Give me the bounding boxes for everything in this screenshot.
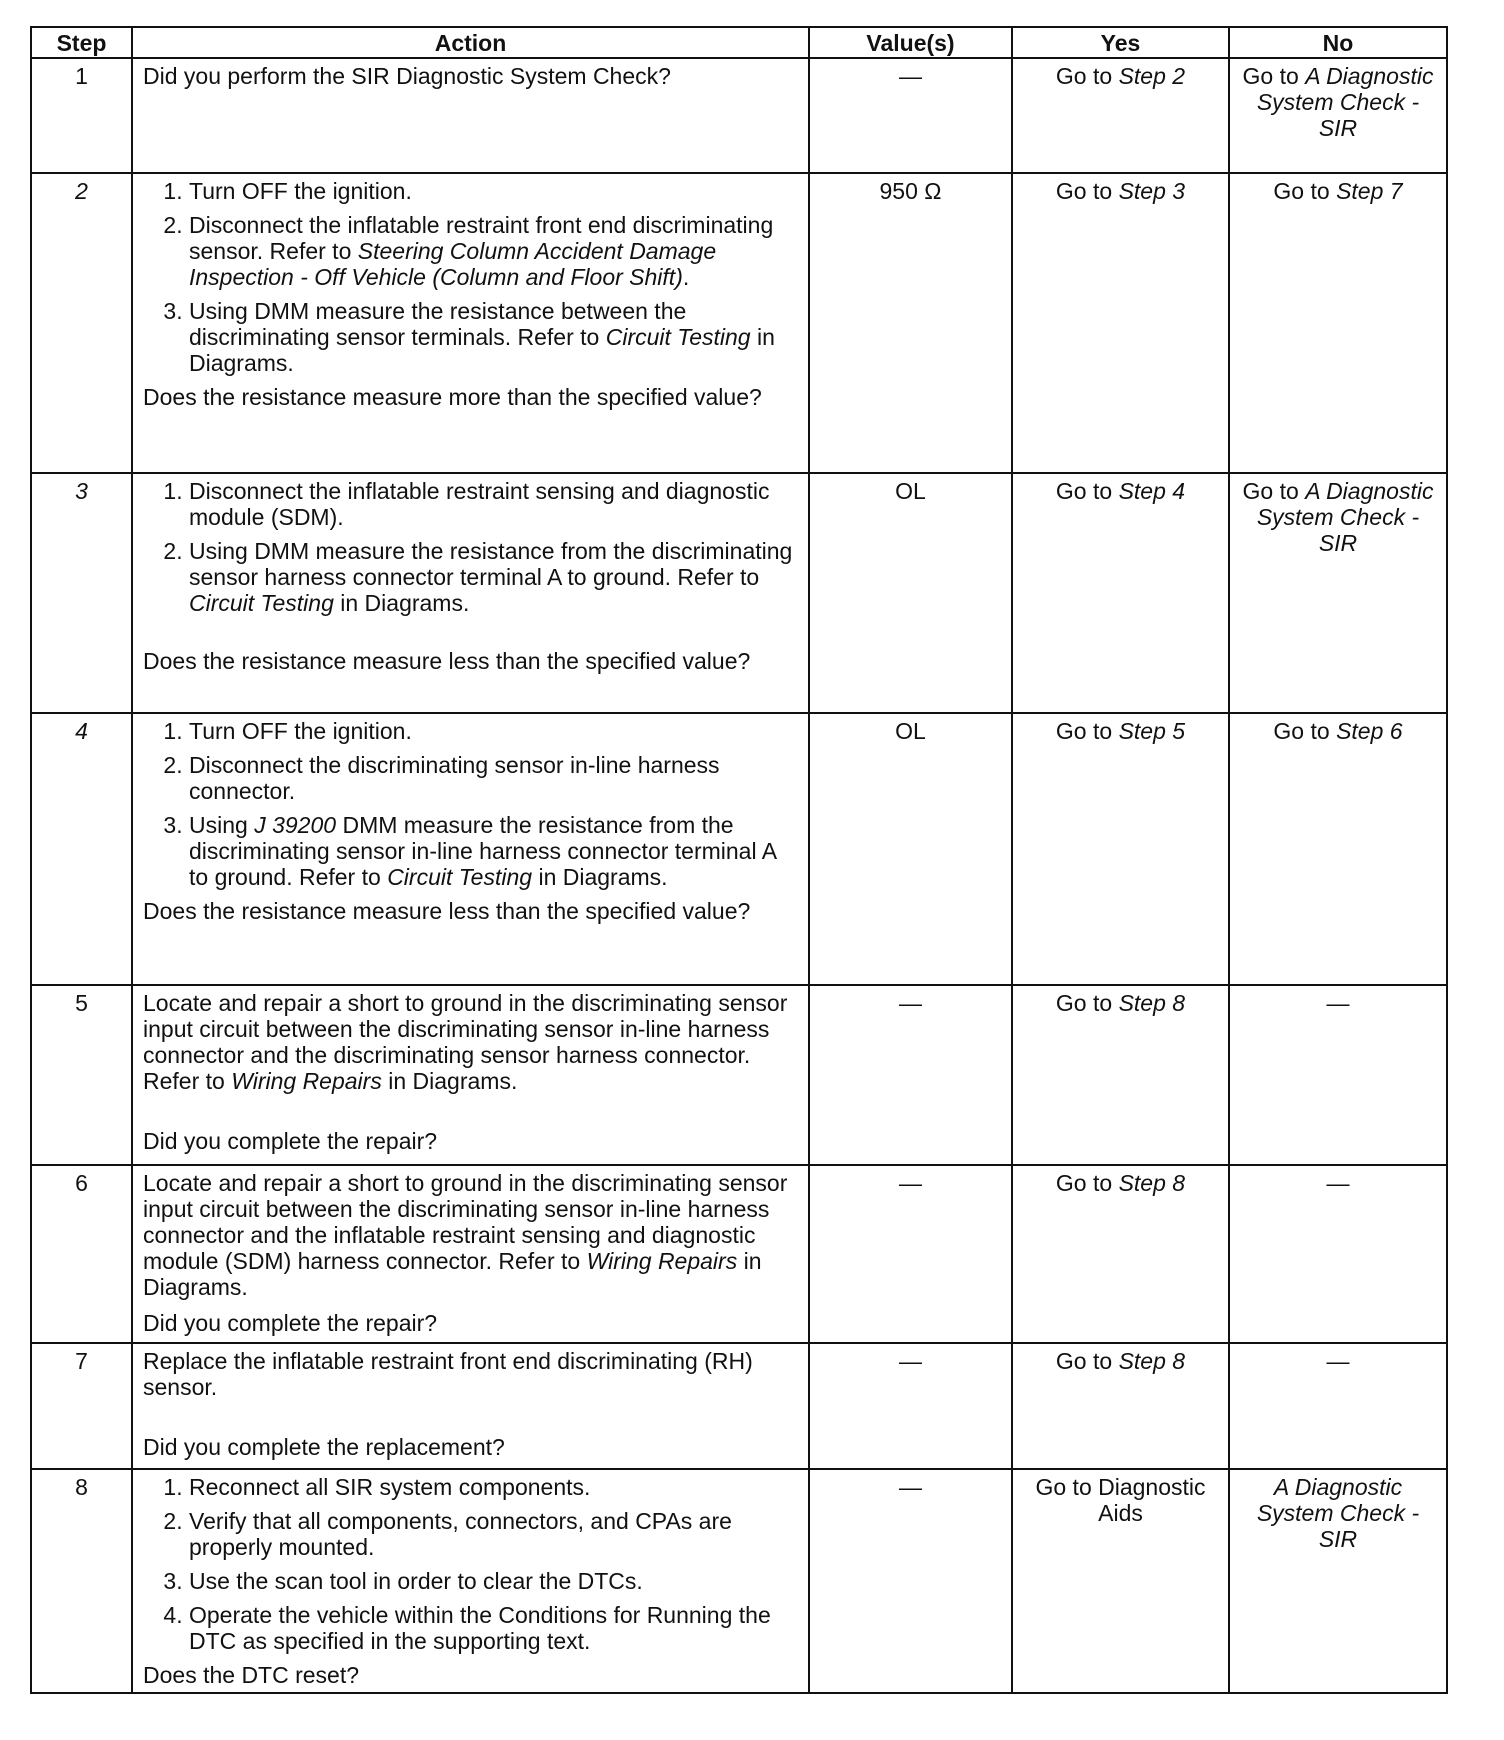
no-cell bbox=[1229, 58, 1447, 173]
action-cell bbox=[132, 1343, 809, 1469]
header-row bbox=[31, 27, 1447, 58]
action-cell bbox=[132, 173, 809, 473]
yes-cell: Go to Step 3 bbox=[1012, 173, 1229, 473]
step-number: 7 bbox=[31, 1343, 132, 1469]
no-link[interactable]: Step 6 bbox=[1336, 718, 1403, 744]
step-number: 8 bbox=[31, 1469, 132, 1693]
yes-cell: Go to Step 8 bbox=[1012, 1165, 1229, 1343]
reference-link[interactable]: Circuit Testing bbox=[189, 590, 334, 616]
value-cell: — bbox=[809, 58, 1012, 173]
no-link[interactable]: A Diagnostic System Check - SIR bbox=[1256, 63, 1434, 141]
action-cell bbox=[132, 713, 809, 985]
action-step: 4. Operate the vehicle within the Conditions for Running the DTC as specified in the supporting text. bbox=[189, 1602, 798, 1654]
yes-link[interactable]: Step 8 bbox=[1118, 990, 1186, 1016]
action-steps bbox=[143, 178, 798, 376]
table-row bbox=[31, 1165, 1447, 1343]
action-step: 2. Using DMM measure the resistance from the discriminating sensor harness connector terminal A to ground. Refer to Circuit Testing in Diagrams. bbox=[189, 538, 798, 616]
value-cell: — bbox=[809, 1469, 1012, 1693]
table-row bbox=[31, 58, 1447, 173]
step-number: 3 bbox=[31, 473, 132, 713]
step-number: 5 bbox=[31, 985, 132, 1165]
no-cell: Go to Step 6 bbox=[1229, 713, 1447, 985]
no-prefix: Go to bbox=[1242, 63, 1306, 89]
diagnostic-table bbox=[30, 26, 1448, 1694]
reference-link[interactable]: Circuit Testing bbox=[387, 864, 533, 890]
action-step: 1. Turn OFF the ignition. bbox=[189, 178, 798, 204]
step-number: 6 bbox=[31, 1165, 132, 1343]
table-row bbox=[31, 1343, 1447, 1469]
no-cell: — bbox=[1229, 1165, 1447, 1343]
action-question: Did you complete the repair? bbox=[143, 1310, 438, 1336]
action-step: 1. Turn OFF the ignition. bbox=[189, 718, 798, 744]
reference-link[interactable]: Steering Column Accident Damage Inspection - Off Vehicle (Column and Floor Shift) bbox=[189, 238, 717, 290]
yes-link[interactable]: Go to Diagnostic Aids bbox=[1035, 1474, 1206, 1526]
yes-cell bbox=[1012, 58, 1229, 173]
action-text: Replace the inflatable restraint front end discriminating (RH) sensor. bbox=[143, 1348, 753, 1400]
action-question: Does the DTC reset? bbox=[143, 1662, 360, 1688]
yes-prefix: Go to bbox=[1055, 63, 1119, 89]
step-number: 4 bbox=[31, 713, 132, 985]
action-cell bbox=[132, 473, 809, 713]
header-yes: Yes bbox=[1012, 27, 1229, 58]
value-cell: OL bbox=[809, 713, 1012, 985]
action-cell bbox=[132, 58, 809, 173]
table-row bbox=[31, 985, 1447, 1165]
yes-cell: Go to Step 5 bbox=[1012, 713, 1229, 985]
no-link[interactable]: A Diagnostic System Check - SIR bbox=[1256, 1474, 1420, 1552]
value-cell: — bbox=[809, 1343, 1012, 1469]
value-cell: OL bbox=[809, 473, 1012, 713]
no-cell: — bbox=[1229, 1343, 1447, 1469]
no-cell bbox=[1229, 1469, 1447, 1693]
yes-cell: Go to Step 4 bbox=[1012, 473, 1229, 713]
action-cell bbox=[132, 985, 809, 1165]
action-step: 3. Use the scan tool in order to clear the DTCs. bbox=[189, 1568, 798, 1594]
action-step: 1. Disconnect the inflatable restraint sensing and diagnostic module (SDM). bbox=[189, 478, 798, 530]
no-link[interactable]: A Diagnostic System Check - SIR bbox=[1256, 478, 1434, 556]
yes-cell bbox=[1012, 1469, 1229, 1693]
action-question: Does the resistance measure less than the specified value? bbox=[143, 898, 751, 924]
yes-link[interactable]: Step 4 bbox=[1118, 478, 1186, 504]
action-question: Did you complete the repair? bbox=[143, 1128, 438, 1154]
table-row bbox=[31, 713, 1447, 985]
action-question: Did you perform the SIR Diagnostic System Check? bbox=[143, 63, 671, 89]
table-row bbox=[31, 473, 1447, 713]
action-steps bbox=[143, 1474, 798, 1654]
value-cell: — bbox=[809, 1165, 1012, 1343]
action-cell bbox=[132, 1165, 809, 1343]
value-cell: 950 Ω bbox=[809, 173, 1012, 473]
action-cell bbox=[132, 1469, 809, 1693]
header-no: No bbox=[1229, 27, 1447, 58]
reference-link[interactable]: Wiring Repairs bbox=[586, 1248, 738, 1274]
table-row bbox=[31, 173, 1447, 473]
no-link[interactable]: Step 7 bbox=[1336, 178, 1403, 204]
action-question: Did you complete the replacement? bbox=[143, 1434, 505, 1460]
action-text: Locate and repair a short to ground in the discriminating sensor input circuit between the discriminating sensor in-line harness connector and the discriminating sensor harness connector. Refer to Wiring Repairs in Diagrams. bbox=[143, 990, 788, 1094]
action-step: 3. Using J 39200 DMM measure the resistance from the discriminating sensor in-line harness connector terminal A to ground. Refer to Circuit Testing in Diagrams. bbox=[189, 812, 798, 890]
yes-cell: Go to Step 8 bbox=[1012, 985, 1229, 1165]
yes-link[interactable]: Step 3 bbox=[1118, 178, 1186, 204]
value-cell: — bbox=[809, 985, 1012, 1165]
yes-link[interactable]: Step 8 bbox=[1118, 1170, 1186, 1196]
action-steps bbox=[143, 718, 798, 890]
no-cell: Go to A Diagnostic System Check - SIR bbox=[1229, 473, 1447, 713]
table-row bbox=[31, 1469, 1447, 1693]
action-text: Locate and repair a short to ground in the discriminating sensor input circuit between the discriminating sensor in-line harness connector and the inflatable restraint sensing and diagnostic module (SDM) harness connector. Refer to Wiring Repairs in Diagrams. bbox=[143, 1170, 788, 1300]
step-number: 1 bbox=[31, 58, 132, 173]
tool-reference: J 39200 bbox=[254, 812, 337, 838]
action-step: 2. Verify that all components, connectors, and CPAs are properly mounted. bbox=[189, 1508, 798, 1560]
action-question: Does the resistance measure more than the specified value? bbox=[143, 384, 762, 410]
no-cell: Go to Step 7 bbox=[1229, 173, 1447, 473]
yes-link[interactable]: Step 5 bbox=[1118, 718, 1186, 744]
action-step: 1. Reconnect all SIR system components. bbox=[189, 1474, 798, 1500]
action-step: 2. Disconnect the inflatable restraint front end discriminating sensor. Refer to Steering Column Accident Damage Inspection - Off Vehicle (Column and Floor Shift). bbox=[189, 212, 798, 290]
action-steps bbox=[143, 478, 798, 616]
step-number: 2 bbox=[31, 173, 132, 473]
yes-cell: Go to Step 8 bbox=[1012, 1343, 1229, 1469]
action-step: 2. Disconnect the discriminating sensor in-line harness connector. bbox=[189, 752, 798, 804]
action-question: Does the resistance measure less than the specified value? bbox=[143, 648, 751, 674]
yes-link[interactable]: Step 2 bbox=[1118, 63, 1186, 89]
header-action: Action bbox=[132, 27, 809, 58]
header-step: Step bbox=[31, 27, 132, 58]
action-step: 3. Using DMM measure the resistance between the discriminating sensor terminals. Refer to Circuit Testing in Diagrams. bbox=[189, 298, 798, 376]
header-values: Value(s) bbox=[809, 27, 1012, 58]
yes-link[interactable]: Step 8 bbox=[1118, 1348, 1186, 1374]
no-cell: — bbox=[1229, 985, 1447, 1165]
reference-link[interactable]: Wiring Repairs bbox=[231, 1068, 382, 1094]
reference-link[interactable]: Circuit Testing bbox=[605, 324, 751, 350]
